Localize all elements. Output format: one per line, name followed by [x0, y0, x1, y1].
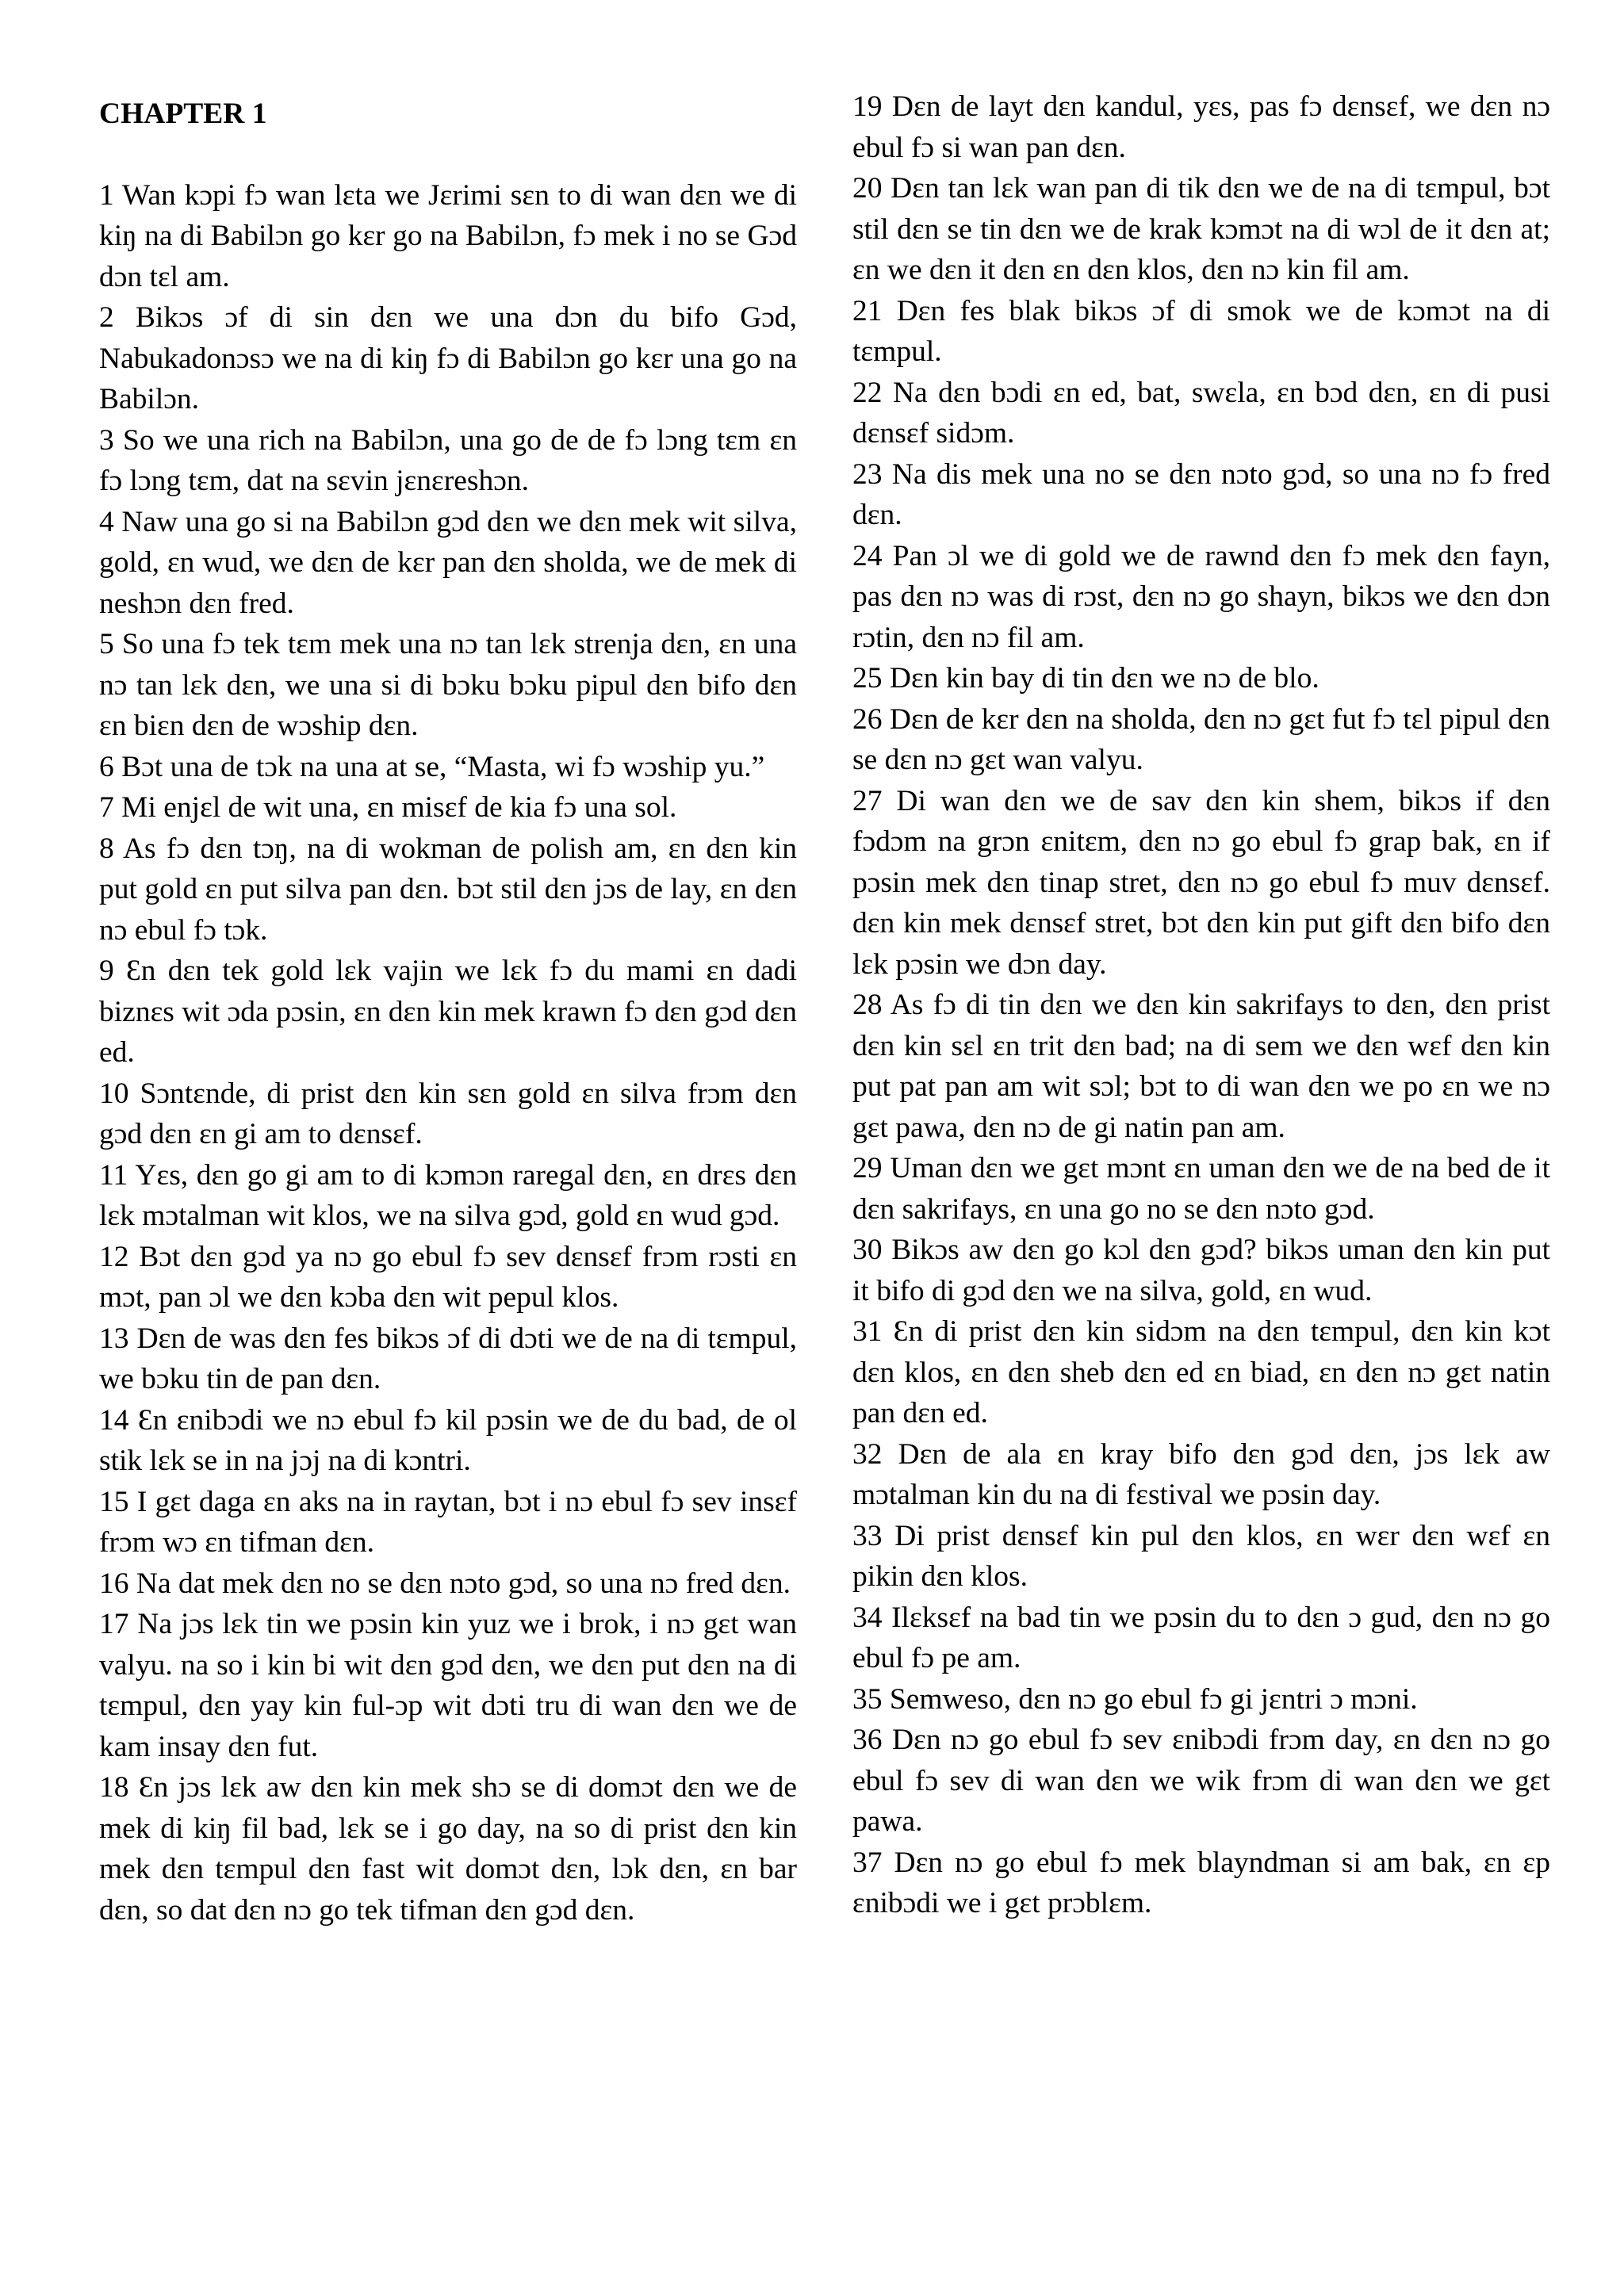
verse-paragraph: 31 Ɛn di prist dɛn kin sidɔm na dɛn tɛmpul, dɛn kin kɔt dɛn klos, ɛn dɛn sheb dɛn ed ɛn biad, ɛn dɛn nɔ gɛt natin pan dɛn ed.: [852, 1315, 1550, 1429]
verse-paragraph: 12 Bɔt dɛn gɔd ya nɔ go ebul fɔ sev dɛnsɛf frɔm rɔsti ɛn mɔt, pan ɔl we dɛn kɔba dɛn wit pepul klos.: [99, 1240, 797, 1314]
verse-paragraph: 27 Di wan dɛn we de sav dɛn kin shem, bikɔs if dɛn fɔdɔm na grɔn ɛnitɛm, dɛn nɔ go ebul fɔ grap bak, ɛn if pɔsin mek dɛn tinap stret, dɛn nɔ go ebul fɔ muv dɛnsɛf. dɛn kin mek dɛnsɛf stret, bɔt dɛn kin put gift dɛn bifo dɛn lɛk pɔsin we dɔn day.: [852, 784, 1550, 981]
verse-paragraph: 3 So we una rich na Babilɔn, una go de de fɔ lɔng tɛm ɛn fɔ lɔng tɛm, dat na sɛvin jɛnɛreshɔn.: [99, 423, 797, 497]
verse-paragraph: 13 Dɛn de was dɛn fes bikɔs ɔf di dɔti we de na di tɛmpul, we bɔku tin de pan dɛn.: [99, 1322, 797, 1395]
chapter-title: CHAPTER 1: [99, 98, 267, 130]
left-column: [99, 94, 797, 2234]
verse-paragraph: 8 As fɔ dɛn tɔŋ, na di wokman de polish am, ɛn dɛn kin put gold ɛn put silva pan dɛn. bɔt stil dɛn jɔs de lay, ɛn dɛn nɔ ebul fɔ tɔk.: [99, 832, 797, 947]
verse-paragraph: 33 Di prist dɛnsɛf kin pul dɛn klos, ɛn wɛr dɛn wɛf ɛn pikin dɛn klos.: [852, 1519, 1550, 1593]
verse-paragraph: 18 Ɛn jɔs lɛk aw dɛn kin mek shɔ se di domɔt dɛn we de mek di kiŋ fil bad, lɛk se i go day, na so di prist dɛn kin mek dɛn tɛmpul dɛn fast wit domɔt dɛn, lɔk dɛn, ɛn bar dɛn, so dat dɛn nɔ go tek tifman dɛn gɔd dɛn.: [99, 1771, 797, 1927]
verse-paragraph: 1 Wan kɔpi fɔ wan lɛta we Jɛrimi sɛn to di wan dɛn we di kiŋ na di Babilɔn go kɛr go na Babilɔn, fɔ mek i no se Gɔd dɔn tɛl am.: [99, 178, 797, 293]
verse-paragraph: 7 Mi enjɛl de wit una, ɛn misɛf de kia fɔ una sol.: [99, 791, 677, 824]
verse-paragraph: 17 Na jɔs lɛk tin we pɔsin kin yuz we i brok, i nɔ gɛt wan valyu. na so i kin bi wit dɛn gɔd dɛn, we dɛn put dɛn na di tɛmpul, dɛn yay kin ful-ɔp wit dɔti tru di wan dɛn we de kam insay dɛn fut.: [99, 1608, 797, 1763]
verse-paragraph: 10 Sɔntɛnde, di prist dɛn kin sɛn gold ɛn silva frɔm dɛn gɔd dɛn ɛn gi am to dɛnsɛf.: [99, 1077, 797, 1150]
document-page: [99, 90, 1550, 2234]
verse-paragraph: 20 Dɛn tan lɛk wan pan di tik dɛn we de na di tɛmpul, bɔt stil dɛn se tin dɛn we de krak kɔmɔt na di wɔl de it dɛn at; ɛn we dɛn it dɛn ɛn dɛn klos, dɛn nɔ kin fil am.: [852, 172, 1550, 286]
verse-paragraph: 35 Semweso, dɛn nɔ go ebul fɔ gi jɛntri ɔ mɔni.: [852, 1682, 1418, 1716]
left-verse-list: [99, 175, 797, 1931]
verse-paragraph: 5 So una fɔ tek tɛm mek una nɔ tan lɛk strenja dɛn, ɛn una nɔ tan lɛk dɛn, we una si di bɔku bɔku pipul dɛn bifo dɛn ɛn biɛn dɛn de wɔship dɛn.: [99, 628, 797, 742]
verse-paragraph: 26 Dɛn de kɛr dɛn na sholda, dɛn nɔ gɛt fut fɔ tɛl pipul dɛn se dɛn nɔ gɛt wan valyu.: [852, 702, 1550, 776]
verse-paragraph: 37 Dɛn nɔ go ebul fɔ mek blayndman si am bak, ɛn ɛp ɛnibɔdi we i gɛt prɔblɛm.: [852, 1846, 1550, 1919]
verse-paragraph: 21 Dɛn fes blak bikɔs ɔf di smok we de kɔmɔt na di tɛmpul.: [852, 294, 1550, 368]
verse-paragraph: 22 Na dɛn bɔdi ɛn ed, bat, swɛla, ɛn bɔd dɛn, ɛn di pusi dɛnsɛf sidɔm.: [852, 376, 1550, 450]
verse-paragraph: 24 Pan ɔl we di gold we de rawnd dɛn fɔ mek dɛn fayn, pas dɛn nɔ was di rɔst, dɛn nɔ go shayn, bikɔs we dɛn dɔn rɔtin, dɛn nɔ fil am.: [852, 539, 1550, 654]
verse-paragraph: 30 Bikɔs aw dɛn go kɔl dɛn gɔd? bikɔs uman dɛn kin put it bifo di gɔd dɛn we na silva, gold, ɛn wud.: [852, 1234, 1550, 1307]
verse-paragraph: 25 Dɛn kin bay di tin dɛn we nɔ de blo.: [852, 662, 1320, 695]
verse-paragraph: 16 Na dat mek dɛn no se dɛn nɔto gɔd, so una nɔ fred dɛn.: [99, 1567, 791, 1600]
verse-paragraph: 34 Ilɛksɛf na bad tin we pɔsin du to dɛn ɔ gud, dɛn nɔ go ebul fɔ pe am.: [852, 1601, 1550, 1674]
verse-paragraph: 23 Na dis mek una no se dɛn nɔto gɔd, so una nɔ fɔ fred dɛn.: [852, 457, 1550, 531]
verse-paragraph: 6 Bɔt una de tɔk na una at se, “Masta, wi fɔ wɔship yu.”: [99, 750, 765, 783]
verse-paragraph: 15 I gɛt daga ɛn aks na in raytan, bɔt i nɔ ebul fɔ sev insɛf frɔm wɔ ɛn tifman dɛn.: [99, 1485, 797, 1559]
verse-paragraph: 19 Dɛn de layt dɛn kandul, yɛs, pas fɔ dɛnsɛf, we dɛn nɔ ebul fɔ si wan pan dɛn.: [852, 90, 1550, 164]
verse-paragraph: 32 Dɛn de ala ɛn kray bifo dɛn gɔd dɛn, jɔs lɛk aw mɔtalman kin du na di fɛstival we pɔsin day.: [852, 1437, 1550, 1511]
verse-paragraph: 36 Dɛn nɔ go ebul fɔ sev ɛnibɔdi frɔm day, ɛn dɛn nɔ go ebul fɔ sev di wan dɛn we wik frɔm di wan dɛn we gɛt pawa.: [852, 1724, 1550, 1838]
verse-paragraph: 2 Bikɔs ɔf di sin dɛn we una dɔn du bifo Gɔd, Nabukadonɔsɔ we na di kiŋ fɔ di Babilɔn go kɛr una go na Babilɔn.: [99, 301, 797, 415]
verse-paragraph: 4 Naw una go si na Babilɔn gɔd dɛn we dɛn mek wit silva, gold, ɛn wud, we dɛn de kɛr pan dɛn sholda, we de mek di neshɔn dɛn fred.: [99, 505, 797, 620]
verse-paragraph: 29 Uman dɛn we gɛt mɔnt ɛn uman dɛn we de na bed de it dɛn sakrifays, ɛn una go no se dɛn nɔto gɔd.: [852, 1152, 1550, 1226]
right-verse-list: [852, 86, 1550, 1924]
right-column: [852, 86, 1550, 2234]
verse-paragraph: 9 Ɛn dɛn tek gold lɛk vajin we lɛk fɔ du mami ɛn dadi biznɛs wit ɔda pɔsin, ɛn dɛn kin mek krawn fɔ dɛn gɔd dɛn ed.: [99, 955, 797, 1069]
verse-paragraph: 11 Yɛs, dɛn go gi am to di kɔmɔn raregal dɛn, ɛn drɛs dɛn lɛk mɔtalman wit klos, we na silva gɔd, gold ɛn wud gɔd.: [99, 1158, 797, 1232]
verse-paragraph: 28 As fɔ di tin dɛn we dɛn kin sakrifays to dɛn, dɛn prist dɛn kin sɛl ɛn trit dɛn bad; na di sem we dɛn wɛf dɛn kin put pat pan am wit sɔl; bɔt to di wan dɛn we po ɛn we nɔ gɛt pawa, dɛn nɔ de gi natin pan am.: [852, 989, 1550, 1144]
verse-paragraph: 14 Ɛn ɛnibɔdi we nɔ ebul fɔ kil pɔsin we de du bad, de ol stik lɛk se in na jɔj na di kɔntri.: [99, 1403, 797, 1477]
